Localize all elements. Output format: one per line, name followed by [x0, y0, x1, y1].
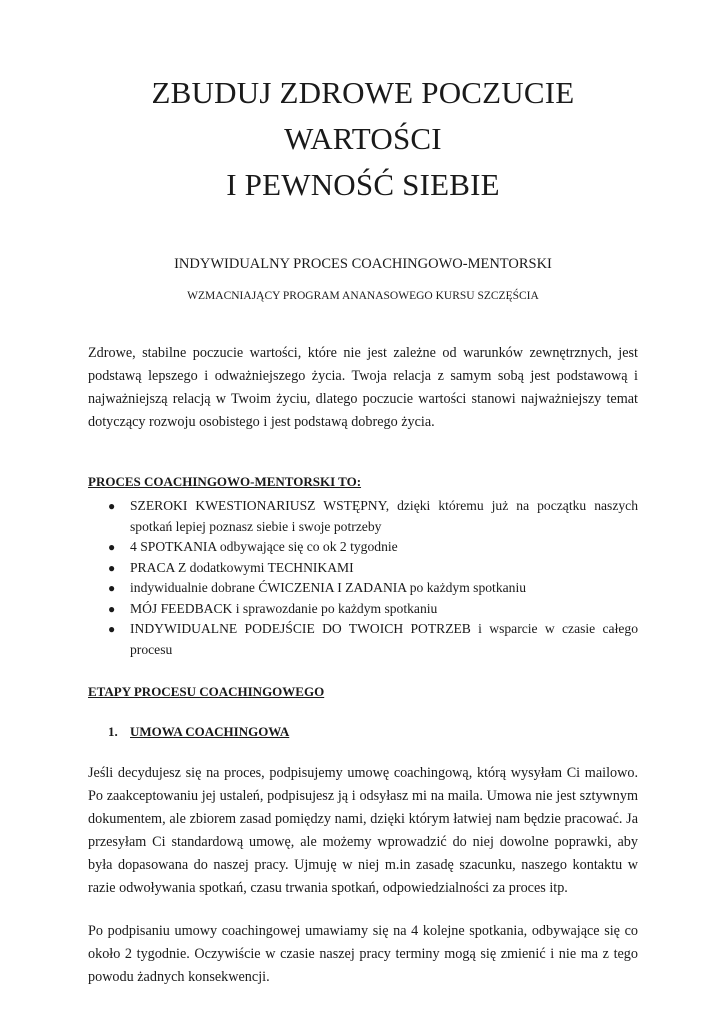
bullet-icon: ● [108, 540, 116, 554]
title-line-1: ZBUDUJ ZDROWE POCZUCIE WARTOŚCI [151, 75, 575, 156]
step-label: UMOWA COACHINGOWA [130, 724, 290, 739]
stage-paragraph-1: Jeśli decydujesz się na proces, podpisujemy umowę coachingową, którą wysyłam Ci mailowo. Po zaakceptowaniu jej ustaleń, podpisujesz ją i odsyłasz mi na maila. Umowa nie jest sztywnym dokumentem, ale zbiorem zasad pomiędzy nami, dzięki którym łatwiej nam będzie pracować. Ja przesyłam Ci standardową umowę, ale możemy wprowadzić do niej dowolne poprawki, aby była dopasowana do naszej pracy. Ujmuję w niej m.in zasadę szacunku, naszego kontaktu w razie odwoływania spotkań, czasu trwania spotkań, odpowiedzialności za proces itp. [88, 765, 638, 896]
stages-heading: ETAPY PROCESU COACHINGOWEGO [88, 684, 325, 699]
bullet-icon: ● [108, 499, 116, 513]
process-feature-list [88, 496, 638, 660]
list-item [108, 496, 638, 537]
intro-paragraph: Zdrowe, stabilne poczucie wartości, które nie jest zależne od warunków zewnętrznych, jest podstawą lepszego i odważniejszego życia. Twoja relacja z samym sobą jest podstawową i najważniejszą relacją w Twoim życiu, dlatego poczucie wartości stanowi najważniejszy temat dotyczący rozwoju osobistego i jest podstawą dobrego życia. [88, 345, 638, 430]
bullet-icon: ● [108, 601, 116, 616]
list-item [108, 537, 638, 558]
list-item-text: 4 SPOTKANIA odbywające się co ok 2 tygodnie [130, 539, 398, 554]
document-subsubtitle: WZMACNIAJĄCY PROGRAM ANANASOWEGO KURSU SZCZĘŚCIA [187, 290, 539, 302]
list-item-text: SZEROKI KWESTIONARIUSZ WSTĘPNY, dzięki któremu już na początku naszych spotkań lepiej poznasz siebie i swoje potrzeby [130, 498, 638, 534]
list-item-text: MÓJ FEEDBACK i sprawozdanie po każdym spotkaniu [130, 600, 438, 616]
stage-step-1 [88, 722, 638, 742]
bullet-icon: ● [108, 560, 116, 575]
list-item [108, 619, 638, 660]
document-subtitle: INDYWIDUALNY PROCES COACHINGOWO-MENTORSKI [174, 256, 552, 272]
step-number: 1. [108, 724, 118, 739]
list-item [108, 578, 638, 599]
list-item [108, 558, 638, 579]
list-item-text: INDYWIDUALNE PODEJŚCIE DO TWOICH POTRZEB i wsparcie w czasie całego procesu [130, 621, 638, 657]
document-title [88, 0, 638, 208]
list-item [108, 599, 638, 620]
list-item-text: PRACA Z dodatkowymi TECHNIKAMI [130, 559, 354, 575]
bullet-icon: ● [108, 622, 116, 636]
bullet-icon: ● [108, 581, 116, 595]
process-heading: PROCES COACHINGOWO-MENTORSKI TO: [88, 474, 362, 489]
stage-paragraph-2: Po podpisaniu umowy coachingowej umawiamy się na 4 kolejne spotkania, odbywające się co około 2 tygodnie. Oczywiście w czasie naszej pracy terminy mogą się zmienić i nie ma z tego powodu żadnych konsekwencji. [88, 923, 638, 985]
title-line-2: I PEWNOŚĆ SIEBIE [226, 167, 500, 202]
list-item-text: indywidualnie dobrane ĆWICZENIA I ZADANIA po każdym spotkaniu [130, 580, 527, 595]
